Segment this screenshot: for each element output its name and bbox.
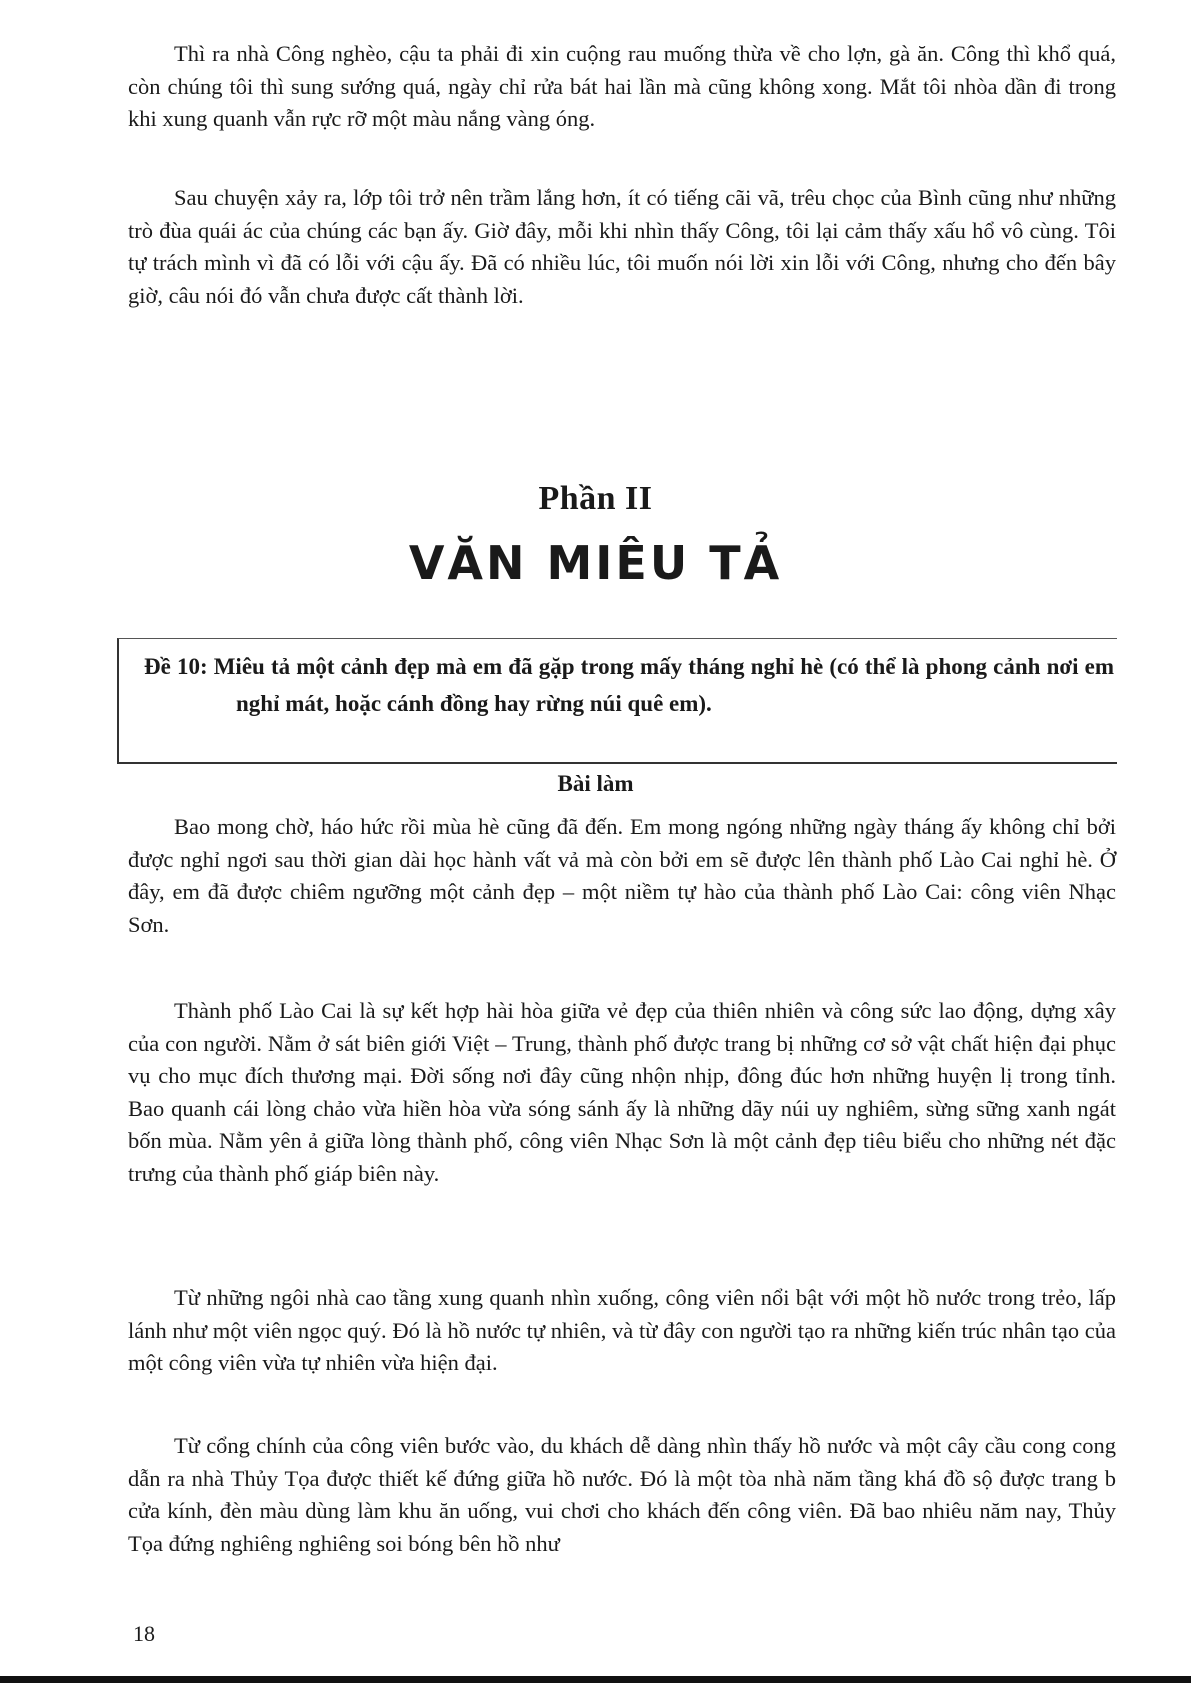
essay-paragraph-2: Thành phố Lào Cai là sự kết hợp hài hòa giữa vẻ đẹp của thiên nhiên và công sức lao động, dựng xây của con người. Nằm ở sát biên giới Việt – Trung, thành phố được trang bị những cơ sở vật chất hiện đại phục vụ cho mục đích thương mại. Đời sống nơi đây cũng nhộn nhịp, đông đúc hơn những huyện lị trong tỉnh. Bao quanh cái lòng chảo vừa hiền hòa vừa sóng sánh ấy là những dãy núi uy nghiêm, sừng sững xanh ngát bốn mùa. Nằm yên ả giữa lòng thành phố, công viên Nhạc Sơn là một cảnh đẹp tiêu biểu cho những nét đặc trưng của thành phố giáp biên này. [128, 998, 1116, 1186]
page-number: 18 [133, 1621, 155, 1646]
essay-paragraph-4: Từ cổng chính của công viên bước vào, du khách dễ dàng nhìn thấy hồ nước và một cây cầu cong cong dẫn ra nhà Thủy Tọa được thiết kế đứng giữa hồ nước. Đó là một tòa nhà năm tầng khá đồ sộ được trang b cửa kính, đèn màu dùng làm khu ăn uống, vui chơi cho khách đến công viên. Đã bao nhiêu năm nay, Thủy Tọa đứng nghiêng nghiêng soi bóng bên hồ như [128, 1433, 1116, 1556]
essay-paragraph-1: Bao mong chờ, háo hức rồi mùa hè cũng đã đến. Em mong ngóng những ngày tháng ấy không chỉ bởi được nghỉ ngơi sau thời gian dài học hành vất vả mà còn bởi em sẽ được lên thành phố Lào Cai nghỉ hè. Ở đây, em đã được chiêm ngưỡng một cảnh đẹp – một niềm tự hào của thành phố Lào Cai: công viên Nhạc Sơn. [128, 814, 1116, 937]
essay-prompt: Đề 10: Miêu tả một cảnh đẹp mà em đã gặp trong mấy tháng nghỉ hè (có thể là phong cảnh nơi em nghỉ mát, hoặc cánh đồng hay rừng núi quê em). [144, 654, 1114, 716]
intro-paragraph-1: Thì ra nhà Công nghèo, cậu ta phải đi xin cuộng rau muống thừa về cho lợn, gà ăn. Công thì khổ quá, còn chúng tôi thì sung sướng quá, ngày chỉ rửa bát hai lần mà cũng không xong. Mắt tôi nhòa dần đi trong khi xung quanh vẫn rực rỡ một màu nắng vàng óng. [128, 41, 1116, 132]
essay-subheading: Bài làm [557, 771, 634, 796]
part-title: VĂN MIÊU TẢ [408, 536, 783, 590]
scan-bottom-edge [0, 1676, 1191, 1683]
part-label: Phần II [538, 480, 653, 517]
intro-paragraph-2: Sau chuyện xảy ra, lớp tôi trở nên trầm lắng hơn, ít có tiếng cãi vã, trêu chọc của Bình cũng như những trò đùa quái ác của chúng các bạn ấy. Giờ đây, mỗi khi nhìn thấy Công, tôi lại cảm thấy xấu hổ vô cùng. Tôi tự trách mình vì đã có lỗi với cậu ấy. Đã có nhiều lúc, tôi muốn nói lời xin lỗi với Công, nhưng cho đến bây giờ, câu nói đó vẫn chưa được cất thành lời. [128, 185, 1116, 308]
essay-paragraph-3: Từ những ngôi nhà cao tầng xung quanh nhìn xuống, công viên nổi bật với một hồ nước trong trẻo, lấp lánh như một viên ngọc quý. Đó là hồ nước tự nhiên, và từ đây con người tạo ra những kiến trúc nhân tạo của một công viên vừa tự nhiên vừa hiện đại. [128, 1285, 1116, 1376]
